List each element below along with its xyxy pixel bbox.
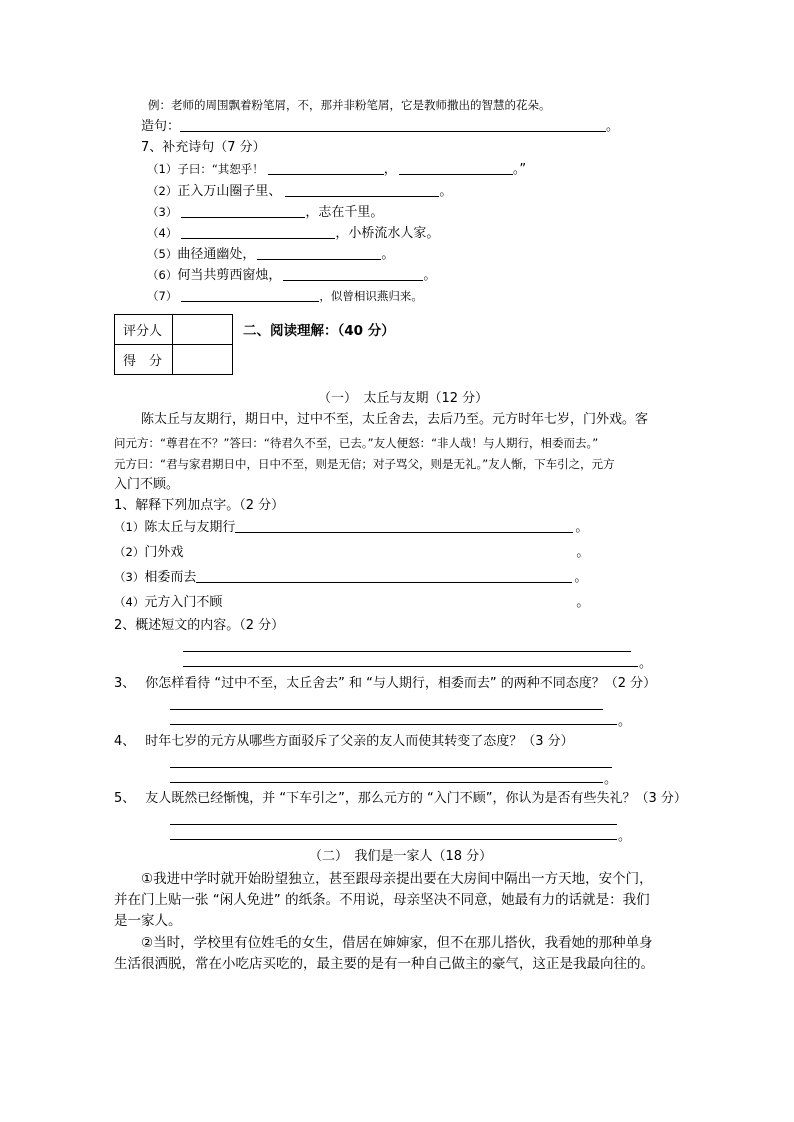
passage2-line-2: 并在门上贴一张 “闲人免进” 的纸条。不用说，母亲坚决不同意，她最有力的话就是：我们	[114, 892, 650, 908]
passage1-line-3: 元方曰：“君与家君期日中，日中不至，则是无信；对子骂父，则是无礼。”友人惭，下车引之，元方	[114, 457, 615, 471]
score-label: 得 分	[115, 345, 173, 375]
grader-label: 评分人	[115, 315, 173, 345]
passage1-line-2: 问元方：“尊君在不？”答曰：“待君久不至，已去。”友人便怒：“非人哉！与人期行，相委而去。”	[114, 436, 599, 450]
make-sentence-line: 造句： 。	[141, 119, 620, 134]
q2-title: 2、概述短文的内容。（2 分）	[114, 618, 285, 633]
score-box	[114, 314, 233, 375]
q7-blank-3[interactable]	[181, 204, 305, 218]
make-sentence-label: 造句：	[141, 119, 181, 134]
q1-blank-1[interactable]	[235, 519, 573, 533]
q7-title: 7、补充诗句（7 分）	[141, 140, 266, 155]
q7-item-7: （7） ，似曾相识燕归来。	[147, 289, 423, 303]
q5-question: 5、 友人既然已经惭愧，并 “下车引之”，那么元方的 “入门不顾”，你认为是否有些失礼？（3 分）	[114, 791, 687, 806]
q1-title: 1、解释下列加点字。（2 分）	[114, 498, 285, 513]
passage1-line-4: 入门不顾。	[114, 477, 180, 492]
q7-item-3: （3） ，志在千里。	[147, 205, 384, 220]
q1-item-4: （4）元方入门不顾 。	[114, 595, 590, 610]
q7-item-2: （2）正入万山圈子里、 。	[147, 184, 453, 199]
q7-item-1: （1）子曰：“其恕乎！ ， 。”	[147, 162, 527, 177]
q3-question: 3、 你怎样看待 “过中不至，太丘舍去” 和 “与人期行，相委而去” 的两种不同态度？（2 分）	[114, 676, 657, 691]
q1-item-2: （2）门外戏 。	[114, 545, 590, 560]
q7-item-5: （5）曲径通幽处， 。	[147, 247, 395, 262]
example-sentence: 例：老师的周围飘着粉笔屑，不，那并非粉笔屑，它是教师撒出的智慧的花朵。	[148, 98, 551, 112]
q4-answer-line-2[interactable]	[170, 782, 603, 783]
passage1-line-1: 陈太丘与友期行，期日中，过中不至，太丘舍去，去后乃至。元方时年七岁，门外戏。客	[141, 412, 649, 427]
q3-answer-line-2[interactable]	[170, 724, 617, 725]
passage2-line-1: ①我进中学时就开始盼望独立，甚至跟母亲提出要在大房间中隔出一方天地，安个门，	[141, 871, 653, 887]
q1-blank-3[interactable]	[196, 569, 572, 583]
q4-question: 4、 时年七岁的元方从哪些方面驳斥了父亲的友人而使其转变了态度？（3 分）	[114, 734, 574, 749]
passage1-title: （一） 太丘与友期（12 分）	[318, 391, 489, 406]
passage2-line-4: ②当时，学校里有位姓毛的女生，借居在婶婶家，但不在那儿搭伙，我看她的那种单身	[141, 935, 653, 951]
q1-item-3: （3）相委而去 。	[114, 570, 588, 585]
grader-cell[interactable]	[173, 315, 233, 345]
passage2-title: （二） 我们是一家人（18 分）	[309, 849, 493, 864]
q7-blank-7[interactable]	[181, 288, 319, 302]
q7-blank-5[interactable]	[257, 246, 381, 260]
q2-answer-line-1[interactable]	[183, 651, 631, 652]
q7-item-6: （6）何当共剪西窗烛， 。	[147, 268, 437, 283]
score-cell[interactable]	[173, 345, 233, 375]
passage2-line-3: 是一家人。	[114, 913, 182, 929]
q3-answer-line-1[interactable]	[170, 709, 603, 710]
q2-answer-line-2[interactable]	[183, 666, 638, 667]
section2-title: 二、阅读理解：（40 分）	[243, 323, 395, 339]
passage2-line-5: 生活很洒脱，常在小吃店买吃的，最主要的是有一种自己做主的豪气，这正是我最向往的。	[114, 956, 654, 972]
q5-answer-line-2[interactable]	[170, 839, 617, 840]
q7-blank-2[interactable]	[285, 183, 439, 197]
make-sentence-blank[interactable]	[180, 118, 606, 132]
q7-blank-1b[interactable]	[399, 161, 513, 175]
q7-blank-6[interactable]	[283, 267, 423, 281]
q1-item-1: （1）陈太丘与友期行 。	[114, 520, 589, 535]
q7-item-4: （4） ，小桥流水人家。	[147, 226, 440, 241]
q5-answer-line-1[interactable]	[170, 824, 617, 825]
q7-blank-4[interactable]	[181, 225, 335, 239]
q7-blank-1a[interactable]	[268, 161, 384, 175]
q4-answer-line-1[interactable]	[170, 767, 612, 768]
